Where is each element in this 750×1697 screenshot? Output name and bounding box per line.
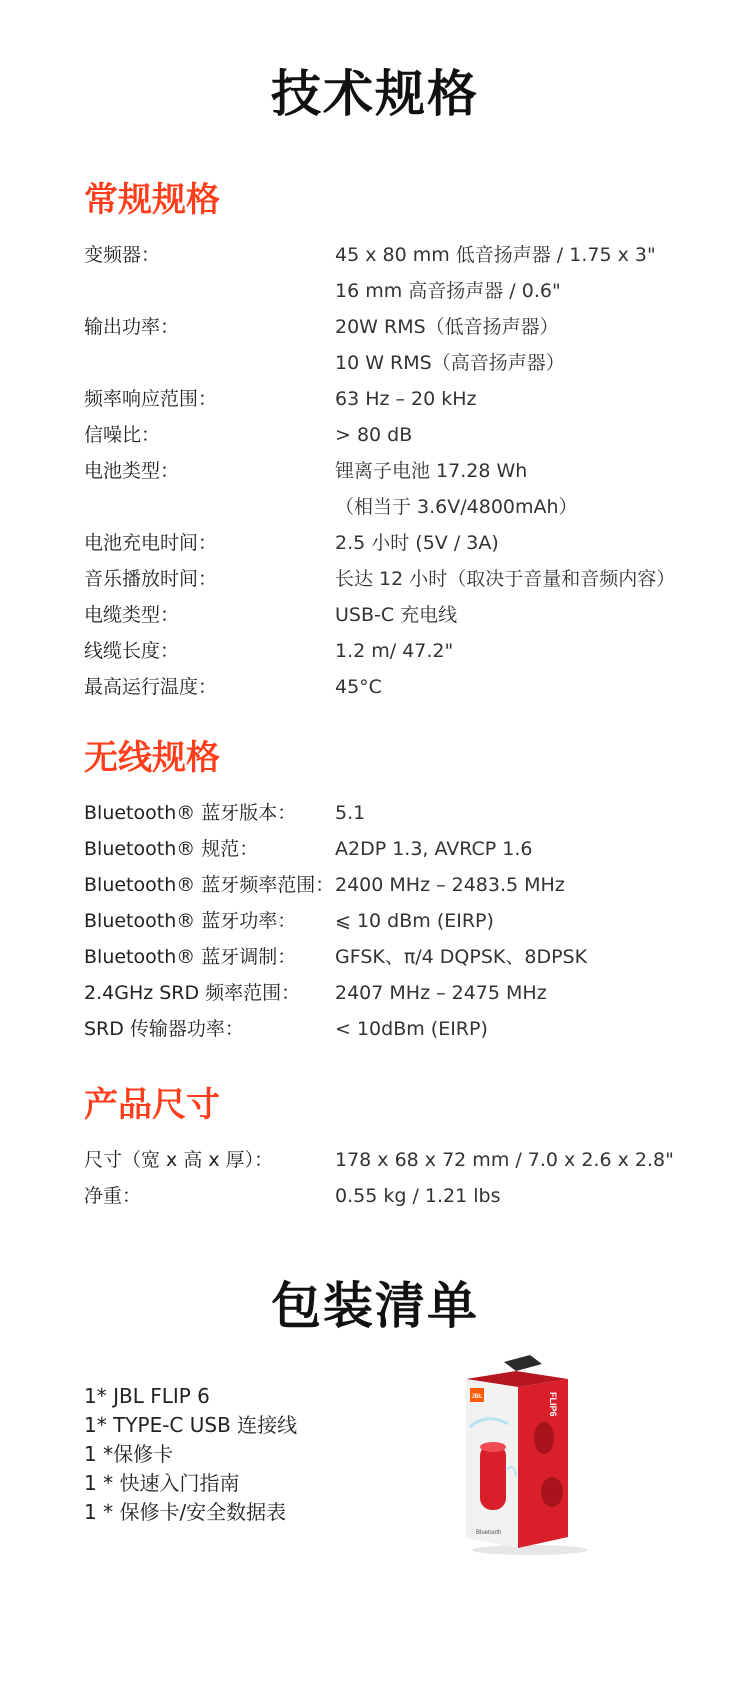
- spec-label: Bluetooth® 蓝牙调制：: [84, 946, 297, 968]
- section-title-general: 常规规格: [84, 180, 220, 220]
- spec-row: [84, 381, 724, 417]
- spec-label: Bluetooth® 规范：: [84, 838, 259, 860]
- spec-value: USB-C 充电线: [335, 604, 458, 626]
- spec-value-group: [335, 975, 724, 1011]
- package-item: 1* JBL FLIP 6: [84, 1384, 210, 1408]
- spec-row: [84, 939, 724, 975]
- side-speaker-art-2: [541, 1477, 563, 1507]
- spec-value: 1.2 m/ 47.2": [335, 640, 454, 662]
- spec-value: 45°C: [335, 676, 382, 698]
- spec-row: [84, 309, 724, 381]
- spec-value-group: [335, 903, 724, 939]
- spec-row: [84, 669, 724, 705]
- spec-value: （相当于 3.6V/4800mAh）: [335, 496, 578, 518]
- spec-label: 电缆类型：: [84, 604, 180, 626]
- spec-value-group: [335, 633, 724, 669]
- speaker-illustration: [480, 1444, 506, 1510]
- box-side-face: [518, 1379, 568, 1548]
- spec-label: 2.4GHz SRD 频率范围：: [84, 982, 301, 1004]
- speaker-top: [480, 1442, 506, 1452]
- product-box-image: [452, 1352, 592, 1557]
- spec-value: 63 Hz – 20 kHz: [335, 388, 477, 410]
- spec-row: [84, 831, 724, 867]
- spec-value: 2.5 小时 (5V / 3A): [335, 532, 499, 554]
- package-list: [84, 1382, 424, 1527]
- jbl-logo-text: JBL: [471, 1394, 483, 1400]
- spec-value: 长达 12 小时（取决于音量和音频内容）: [335, 568, 676, 590]
- spec-row: [84, 975, 724, 1011]
- spec-row: [84, 633, 724, 669]
- box-hanger: [504, 1355, 542, 1371]
- spec-label: 线缆长度：: [84, 640, 180, 662]
- spec-label: 净重：: [84, 1185, 142, 1207]
- spec-label: Bluetooth® 蓝牙版本：: [84, 802, 297, 824]
- spec-value: ⩽ 10 dBm (EIRP): [335, 910, 494, 932]
- package-item: 1* TYPE-C USB 连接线: [84, 1413, 298, 1437]
- spec-value: 20W RMS（低音扬声器）: [335, 316, 559, 338]
- bluetooth-label: Bluetooth: [476, 1530, 502, 1536]
- spec-value: > 80 dB: [335, 424, 413, 446]
- spec-value: 锂离子电池 17.28 Wh: [335, 460, 528, 482]
- spec-value-group: [335, 453, 724, 525]
- spec-value-group: [335, 831, 724, 867]
- spec-label: 音乐播放时间：: [84, 568, 218, 590]
- spec-label: Bluetooth® 蓝牙功率：: [84, 910, 297, 932]
- spec-label: 频率响应范围：: [84, 388, 218, 410]
- spec-value: A2DP 1.3, AVRCP 1.6: [335, 838, 533, 860]
- box-shadow: [472, 1545, 588, 1555]
- spec-row: [84, 867, 724, 903]
- spec-row: [84, 1142, 724, 1178]
- spec-row: [84, 903, 724, 939]
- spec-row: [84, 1011, 724, 1047]
- spec-value-group: [335, 1142, 724, 1178]
- spec-value-group: [335, 795, 724, 831]
- package-item: 1 * 快速入门指南: [84, 1471, 240, 1495]
- section-title-dimensions: 产品尺寸: [84, 1085, 220, 1125]
- spec-label: SRD 传输器功率：: [84, 1018, 244, 1040]
- package-item: 1 *保修卡: [84, 1442, 174, 1466]
- spec-value-group: [335, 525, 724, 561]
- spec-value: 5.1: [335, 802, 366, 824]
- spec-value-group: [335, 867, 724, 903]
- spec-value-group: [335, 417, 724, 453]
- package-item: 1 * 保修卡/安全数据表: [84, 1500, 287, 1524]
- spec-value-group: [335, 597, 724, 633]
- spec-value: 2407 MHz – 2475 MHz: [335, 982, 547, 1004]
- spec-label: 电池充电时间：: [84, 532, 218, 554]
- spec-value: 10 W RMS（高音扬声器）: [335, 352, 565, 374]
- package-title: 包装清单: [271, 1277, 479, 1335]
- spec-label: Bluetooth® 蓝牙频率范围：: [84, 874, 335, 896]
- spec-value: 45 x 80 mm 低音扬声器 / 1.75 x 3": [335, 244, 656, 266]
- page-title: 技术规格: [271, 65, 479, 123]
- side-speaker-art: [534, 1422, 554, 1454]
- spec-row: [84, 237, 724, 309]
- section-title-wireless: 无线规格: [84, 738, 220, 778]
- spec-row: [84, 525, 724, 561]
- spec-value: 178 x 68 x 72 mm / 7.0 x 2.6 x 2.8": [335, 1149, 674, 1171]
- spec-value-group: [335, 237, 724, 309]
- box-model-text: FLIP6: [548, 1392, 558, 1417]
- spec-value: 0.55 kg / 1.21 lbs: [335, 1185, 501, 1207]
- spec-row: [84, 417, 724, 453]
- spec-label: 电池类型：: [84, 460, 180, 482]
- spec-list-wireless: [84, 795, 724, 1047]
- spec-label: 尺寸（宽 x 高 x 厚）：: [84, 1149, 274, 1171]
- product-box-illustration: [452, 1352, 592, 1557]
- spec-label: 输出功率：: [84, 316, 180, 338]
- spec-value-group: [335, 669, 724, 705]
- spec-row: [84, 795, 724, 831]
- spec-value-group: [335, 939, 724, 975]
- spec-row: [84, 1178, 724, 1214]
- spec-value: 16 mm 高音扬声器 / 0.6": [335, 280, 561, 302]
- spec-value-group: [335, 561, 724, 597]
- spec-row: [84, 597, 724, 633]
- spec-value-group: [335, 1011, 724, 1047]
- spec-label: 最高运行温度：: [84, 676, 218, 698]
- spec-label: 变频器：: [84, 244, 161, 266]
- spec-list-general: [84, 237, 724, 705]
- spec-value: 2400 MHz – 2483.5 MHz: [335, 874, 565, 896]
- spec-value-group: [335, 381, 724, 417]
- spec-value-group: [335, 1178, 724, 1214]
- spec-value: GFSK、π/4 DQPSK、8DPSK: [335, 946, 588, 968]
- spec-value-group: [335, 309, 724, 381]
- spec-row: [84, 561, 724, 597]
- spec-value: < 10dBm (EIRP): [335, 1018, 488, 1040]
- spec-label: 信噪比：: [84, 424, 161, 446]
- spec-list-dimensions: [84, 1142, 724, 1214]
- spec-row: [84, 453, 724, 525]
